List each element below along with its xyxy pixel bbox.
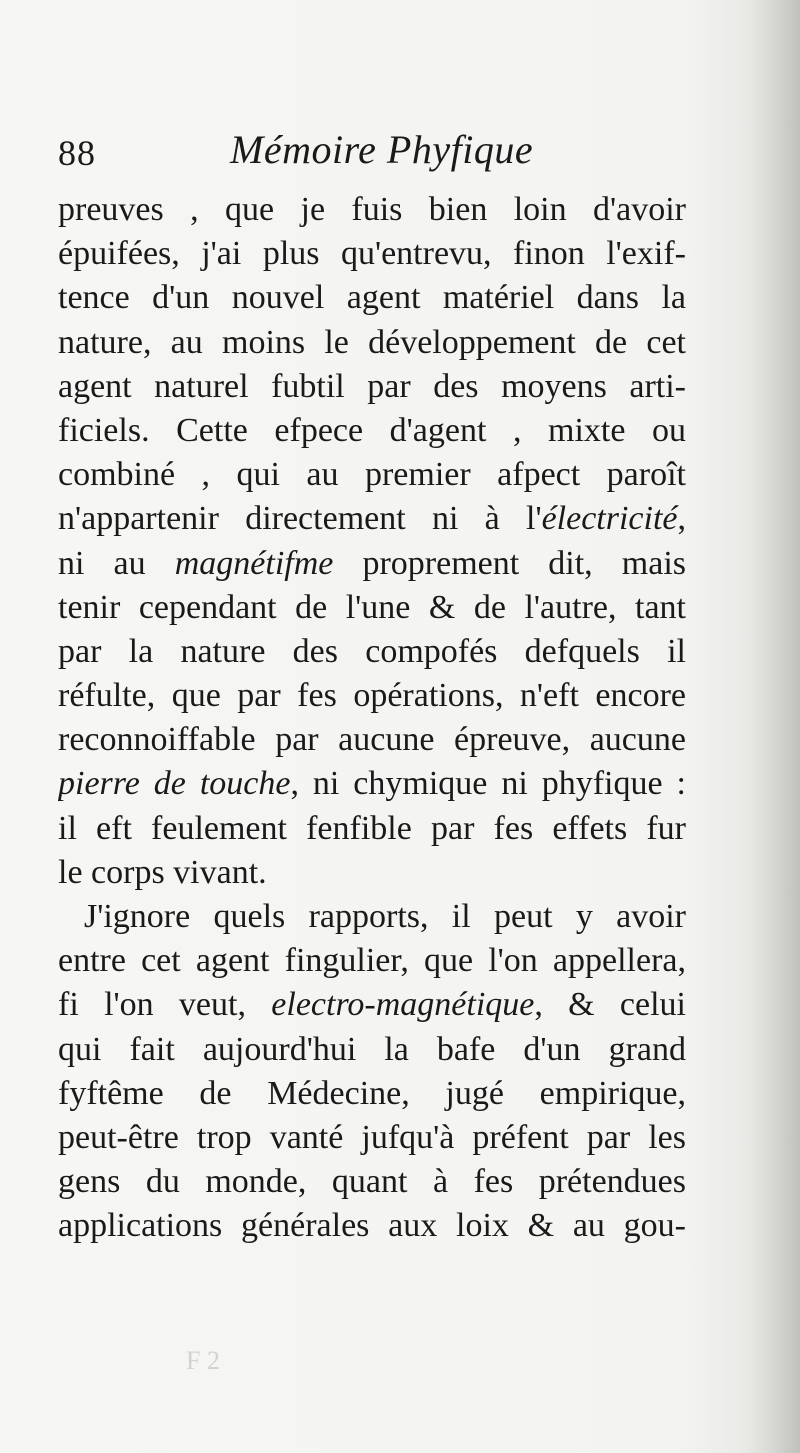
text-line: épuifées, j'ai plus qu'entrevu, finon l'exif- (58, 235, 686, 273)
text-line: entre cet agent fingulier, que l'on appellera, (58, 942, 686, 980)
text-line: nature, au moins le développement de cet (58, 323, 686, 361)
text-line: tenir cependant de l'une & de l'autre, tant (58, 588, 686, 626)
page-edge-shadow (740, 0, 800, 1453)
page-number: 88 (58, 133, 96, 173)
page-header (58, 126, 698, 182)
italic-term: electro-magnétique (271, 986, 535, 1024)
text-line: reconnoiffable par aucune épreuve, aucune (58, 721, 686, 759)
italic-term: électricité (541, 500, 678, 538)
text-line: qui fait aujourd'hui la bafe d'un grand (58, 1030, 686, 1068)
text-line: agent naturel fubtil par des moyens arti- (58, 367, 686, 405)
text-line: n'appartenir directement ni à l'électricité, (58, 500, 686, 538)
signature-mark: F 2 (186, 1346, 220, 1375)
text-line: pierre de touche, ni chymique ni phyfique : (58, 765, 686, 803)
text-line: ficiels. Cette efpece d'agent , mixte ou (58, 411, 686, 449)
italic-term: magnétifme (174, 544, 334, 582)
text-line: J'ignore quels rapports, il peut y avoir (84, 898, 686, 935)
text-line: réfulte, que par fes opérations, n'eft encore (58, 677, 686, 715)
text-line: fyftême de Médecine, jugé empirique, (58, 1074, 686, 1112)
text-line: il eft feulement fenfible par fes effets fur (58, 809, 686, 847)
text-line: peut-être trop vanté jufqu'à préfent par les (58, 1118, 686, 1156)
text-line: fi l'on veut, electro-magnétique, & celui (58, 986, 686, 1024)
text-line: par la nature des compofés defquels il (58, 632, 686, 670)
body-text (58, 188, 686, 1249)
text-line: le corps vivant. (58, 853, 267, 891)
text-line: tence d'un nouvel agent matériel dans la (58, 279, 686, 317)
text-line: gens du monde, quant à fes prétendues (58, 1163, 686, 1201)
text-line: preuves , que je fuis bien loin d'avoir (58, 191, 686, 228)
text-line: combiné , qui au premier afpect paroît (58, 456, 686, 494)
italic-term: pierre de touche (58, 765, 291, 803)
text-line: ni au magnétifme proprement dit, mais (58, 544, 686, 582)
running-title: Mémoire Phyfique (230, 127, 534, 172)
text-line: applications générales aux loix & au gou- (58, 1207, 686, 1245)
